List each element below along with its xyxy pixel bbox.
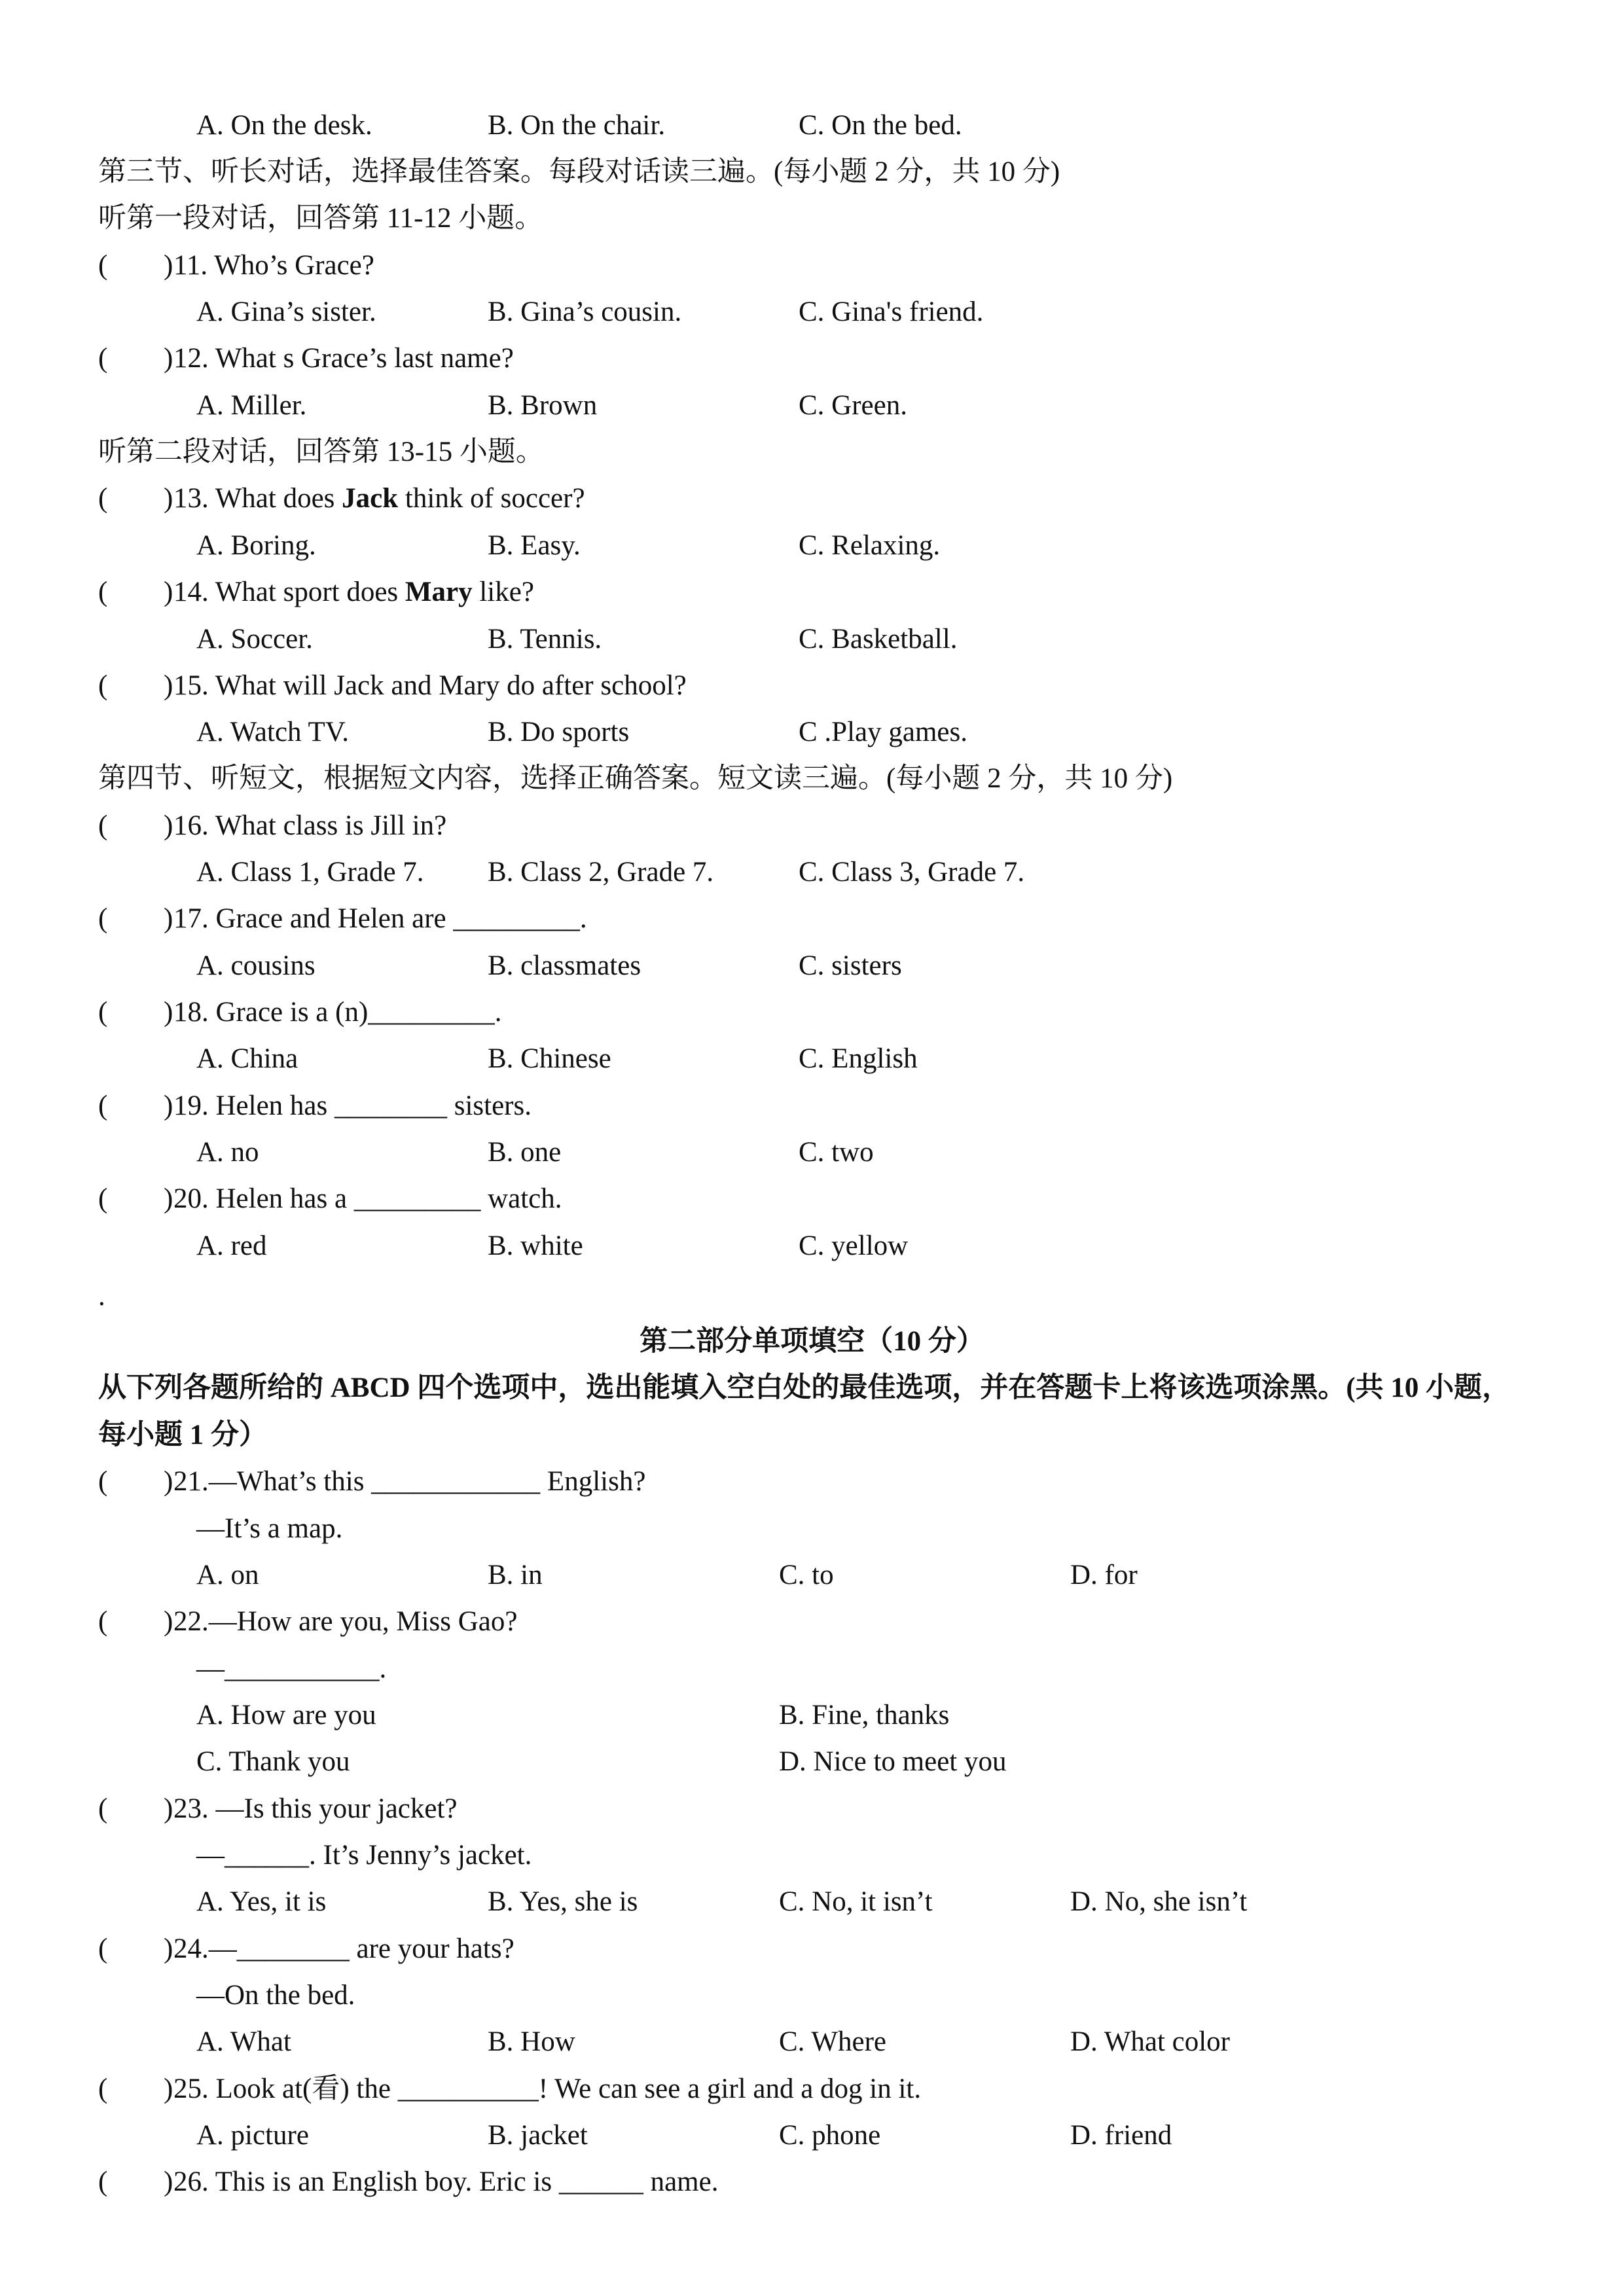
q22-option-d: D. Nice to meet you — [779, 1746, 1007, 1777]
q18-option-b: B. Chinese — [488, 1043, 611, 1074]
q24-option-d: D. What color — [1070, 2026, 1230, 2057]
question-20 — [0, 1182, 1624, 1216]
q15-option-c: C .Play games. — [799, 717, 967, 747]
question-text: 15. What will Jack and Mary do after school? — [173, 670, 687, 701]
question-12 — [0, 342, 1624, 376]
q12-option-c: C. Green. — [799, 390, 907, 421]
question-text — [173, 482, 585, 516]
answer-paren-close: ) — [164, 250, 173, 281]
answer-paren-close: ) — [164, 997, 173, 1028]
answer-paren-close: ) — [164, 903, 173, 934]
answer-paren-open: ( — [98, 1793, 108, 1824]
q22-reply: —___________. — [196, 1653, 387, 1684]
question-text-post: think of soccer? — [398, 483, 585, 514]
answer-paren-close: ) — [164, 1183, 173, 1214]
answer-paren-close: ) — [164, 343, 173, 374]
q15-option-b: B. Do sports — [488, 717, 630, 747]
answer-paren-close: ) — [164, 1606, 173, 1637]
answer-paren-open: ( — [98, 577, 108, 607]
question-25 — [0, 2072, 1624, 2106]
q17-option-b: B. classmates — [488, 950, 641, 981]
question-text: 23. —Is this your jacket? — [173, 1793, 458, 1824]
q17-option-c: C. sisters — [799, 950, 902, 981]
section3-dialog1: 听第一段对话，回答第 11-12 小题。 — [98, 203, 543, 234]
q16-option-c: C. Class 3, Grade 7. — [799, 857, 1025, 888]
part2-title: 第二部分单项填空（10 分） — [640, 1326, 984, 1357]
q20-option-b: B. white — [488, 1230, 583, 1261]
q25-option-d: D. friend — [1070, 2120, 1172, 2151]
answer-paren-close: ) — [164, 1933, 173, 1964]
question-18 — [0, 996, 1624, 1030]
question-bold-name: Mary — [405, 577, 473, 607]
answer-paren-open: ( — [98, 810, 108, 841]
q10-option-c: C. On the bed. — [799, 110, 962, 141]
section3-heading: 第三节、听长对话，选择最佳答案。每段对话读三遍。(每小题 2 分，共 10 分) — [98, 156, 1060, 187]
question-text: 21.—What’s this ____________ English? — [173, 1466, 646, 1497]
question-bold-name: Jack — [342, 483, 399, 514]
question-22 — [0, 1605, 1624, 1639]
answer-paren-close: ) — [164, 2166, 173, 2197]
question-15 — [0, 669, 1624, 703]
question-13 — [0, 482, 1624, 516]
q16-option-a: A. Class 1, Grade 7. — [196, 857, 424, 888]
q24-option-b: B. How — [488, 2026, 575, 2057]
q13-option-c: C. Relaxing. — [799, 530, 941, 561]
answer-paren-open: ( — [98, 903, 108, 934]
answer-paren-open: ( — [98, 997, 108, 1028]
q24-option-a: A. What — [196, 2026, 291, 2057]
q21-option-b: B. in — [488, 1560, 543, 1590]
answer-paren-close: ) — [164, 670, 173, 701]
question-11 — [0, 249, 1624, 283]
q20-option-a: A. red — [196, 1230, 267, 1261]
question-26 — [0, 2165, 1624, 2199]
q21-option-c: C. to — [779, 1560, 834, 1590]
question-text-pre: 13. What does — [173, 483, 342, 514]
answer-paren-close: ) — [164, 2073, 173, 2104]
section3-dialog2: 听第二段对话，回答第 13-15 小题。 — [98, 437, 544, 467]
question-19 — [0, 1089, 1624, 1123]
question-17 — [0, 902, 1624, 936]
q11-option-a: A. Gina’s sister. — [196, 296, 376, 327]
answer-paren-open: ( — [98, 343, 108, 374]
q14-option-a: A. Soccer. — [196, 624, 313, 655]
question-21 — [0, 1465, 1624, 1499]
answer-paren-close: ) — [164, 1466, 173, 1497]
q12-option-b: B. Brown — [488, 390, 598, 421]
question-text: 11. Who’s Grace? — [173, 250, 374, 281]
q21-option-a: A. on — [196, 1560, 259, 1590]
answer-paren-open: ( — [98, 250, 108, 281]
question-text: 16. What class is Jill in? — [173, 810, 447, 841]
answer-paren-open: ( — [98, 2166, 108, 2197]
q23-option-b: B. Yes, she is — [488, 1886, 638, 1917]
question-text: 25. Look at(看) the __________! We can see a girl and a dog in it. — [173, 2073, 922, 2104]
q14-option-c: C. Basketball. — [799, 624, 958, 655]
q18-option-c: C. English — [799, 1043, 918, 1074]
part2-instruction-line2: 每小题 1 分） — [98, 1420, 267, 1450]
answer-paren-open: ( — [98, 483, 108, 514]
q21-reply: —It’s a map. — [196, 1513, 343, 1544]
q10-option-b: B. On the chair. — [488, 110, 666, 141]
answer-paren-close: ) — [164, 1793, 173, 1824]
q22-option-a: A. How are you — [196, 1700, 376, 1731]
section4-heading: 第四节、听短文，根据短文内容，选择正确答案。短文读三遍。(每小题 2 分，共 10 分) — [98, 763, 1173, 794]
question-text: 18. Grace is a (n)_________. — [173, 997, 502, 1028]
q14-option-b: B. Tennis. — [488, 624, 602, 655]
question-text: 22.—How are you, Miss Gao? — [173, 1606, 518, 1637]
q22-option-b: B. Fine, thanks — [779, 1700, 950, 1731]
q13-option-b: B. Easy. — [488, 530, 581, 561]
q17-option-a: A. cousins — [196, 950, 316, 981]
q23-reply: —______. It’s Jenny’s jacket. — [196, 1840, 532, 1871]
q23-option-a: A. Yes, it is — [196, 1886, 327, 1917]
question-text: 20. Helen has a _________ watch. — [173, 1183, 562, 1214]
answer-paren-close: ) — [164, 577, 173, 607]
q21-option-d: D. for — [1070, 1560, 1138, 1590]
question-text — [173, 575, 534, 609]
answer-paren-open: ( — [98, 1090, 108, 1121]
answer-paren-open: ( — [98, 1606, 108, 1637]
q24-option-c: C. Where — [779, 2026, 886, 2057]
stray-dot: . — [98, 1281, 105, 1312]
question-text: 12. What s Grace’s last name? — [173, 343, 514, 374]
answer-paren-open: ( — [98, 1466, 108, 1497]
question-text: 24.—________ are your hats? — [173, 1933, 514, 1964]
q19-option-b: B. one — [488, 1137, 562, 1168]
question-23 — [0, 1792, 1624, 1826]
question-text-pre: 14. What sport does — [173, 577, 405, 607]
q16-option-b: B. Class 2, Grade 7. — [488, 857, 714, 888]
answer-paren-open: ( — [98, 2073, 108, 2104]
q19-option-c: C. two — [799, 1137, 874, 1168]
q15-option-a: A. Watch TV. — [196, 717, 350, 747]
q25-option-c: C. phone — [779, 2120, 881, 2151]
answer-paren-close: ) — [164, 483, 173, 514]
q11-option-b: B. Gina’s cousin. — [488, 296, 682, 327]
question-text: 19. Helen has ________ sisters. — [173, 1090, 532, 1121]
q23-option-d: D. No, she isn’t — [1070, 1886, 1248, 1917]
part2-instruction-line1: 从下列各题所给的 ABCD 四个选项中，选出能填入空白处的最佳选项，并在答题卡上将该选项涂黑。(共 10 小题， — [98, 1372, 1511, 1403]
q25-option-a: A. picture — [196, 2120, 309, 2151]
q11-option-c: C. Gina's friend. — [799, 296, 984, 327]
question-14 — [0, 575, 1624, 609]
question-text: 26. This is an English boy. Eric is ______ name. — [173, 2166, 719, 2197]
q13-option-a: A. Boring. — [196, 530, 316, 561]
q23-option-c: C. No, it isn’t — [779, 1886, 933, 1917]
answer-paren-open: ( — [98, 1933, 108, 1964]
question-text: 17. Grace and Helen are _________. — [173, 903, 587, 934]
answer-paren-close: ) — [164, 1090, 173, 1121]
q19-option-a: A. no — [196, 1137, 259, 1168]
answer-paren-open: ( — [98, 670, 108, 701]
q22-option-c: C. Thank you — [196, 1746, 350, 1777]
q25-option-b: B. jacket — [488, 2120, 588, 2151]
question-16 — [0, 809, 1624, 843]
question-24 — [0, 1932, 1624, 1966]
q20-option-c: C. yellow — [799, 1230, 909, 1261]
answer-paren-open: ( — [98, 1183, 108, 1214]
question-text-post: like? — [472, 577, 534, 607]
q10-option-a: A. On the desk. — [196, 110, 372, 141]
q24-reply: —On the bed. — [196, 1980, 355, 2011]
answer-paren-close: ) — [164, 810, 173, 841]
q18-option-a: A. China — [196, 1043, 298, 1074]
q12-option-a: A. Miller. — [196, 390, 307, 421]
